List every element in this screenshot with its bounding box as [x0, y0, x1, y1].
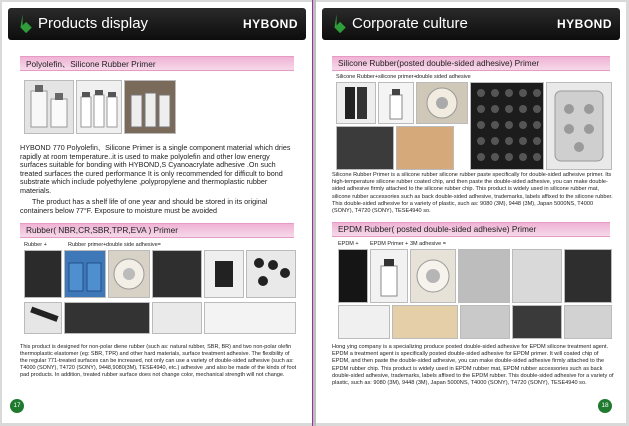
silicone-keypad-photo [546, 82, 612, 170]
bottle-image [125, 81, 175, 133]
epdm-parts-photo [512, 249, 562, 303]
black-parts-photo [246, 250, 296, 298]
page-header [8, 8, 306, 40]
epdm-colored-photo [392, 305, 458, 339]
rubber-parts-image [247, 251, 295, 297]
adhesive-roll-photo [416, 82, 468, 124]
dot-pads-photo [470, 82, 544, 170]
colored-pads-photo [396, 126, 454, 170]
silicone-rubber-photo [336, 82, 376, 124]
section-title-bar [20, 223, 294, 238]
3m-adhesive-photo [410, 249, 456, 303]
brand-logo: HYBOND [242, 17, 298, 31]
process-label: double sided adhesive [416, 74, 471, 80]
page-number: 17 [10, 399, 24, 413]
silicone-primer-photo [378, 82, 414, 124]
section-title: EPDM Rubber( posted double-sided adhesive) Primer [338, 224, 537, 234]
process-label: Rubber primer+ [68, 242, 107, 248]
process-label: Silicone Rubber+ [336, 74, 379, 80]
process-label: EPDM + [338, 241, 359, 247]
gaskets-photo [204, 302, 296, 334]
left-page [2, 2, 312, 423]
section-title-bar [332, 56, 610, 71]
section-title: Polyolefin、Silicone Rubber Primer [26, 59, 156, 69]
grommets-photo [152, 302, 202, 334]
bottle-image [77, 81, 121, 133]
section-title-bar [332, 222, 610, 237]
silicone-mat-photo [336, 126, 394, 170]
tape-roll-image [109, 251, 149, 297]
arrow-icon [14, 15, 34, 33]
section-title: Silicone Rubber(posted double-sided adhesive) Primer [338, 58, 540, 68]
epdm-gasket-photo [564, 249, 612, 303]
tape-roll-image [411, 250, 455, 302]
epdm-labels-photo [338, 305, 390, 339]
bottle-image [379, 83, 413, 123]
silicone-primer-description: Silicone Rubber Primer is a silicone rubber silicone rubber paste specifically for double-sided adhesive primer. Its high-temperature silicone rubber coated chip, and then paste the double-sided adhesive, you can make double-sided adhesive firmly attached to the silicone rubber chip. This product is widely used in silicone rubber mat, silicone rubber accessories such as back double-sided adhesive, trademarks, labels affixed to the silicone rubber. This double-sided adhesive for a variety of plastic, such as: 9080 (3M), 9448 (3M), Japan 5000NS, T4000 (SONY), T4720 (SONY), TESE4940 so. [332, 172, 613, 215]
process-label: 3M adhesive = [410, 241, 446, 247]
keypad-image [547, 83, 611, 169]
process-label: silicone primer+ [378, 74, 417, 80]
container-image [65, 251, 105, 297]
strip-image [25, 303, 61, 333]
rubber-primer-description: This product is designed for non-polar diene rubber (such as: natural rubber, SBR, BR) and two non-polar olefin thermoplastic elastomer (eg: SBR, TPR) and other hard materials, surface treatment adhesive. The flexibility of the regular 771-treated surfaces can be increased, not only can use a variety of double-sided adhesive (such as: T4000 (SONY), T4720 (SONY), 9448,9080(3M), TESE4940, etc.) adhesive ,and also be made of the kinds of foot pad products. In addition, treated rubber surface does not change color, mechanical strength will not change. [20, 344, 297, 378]
epdm-mat-photo [512, 305, 562, 339]
tape-roll-image [417, 83, 467, 123]
primer-container-photo [64, 250, 106, 298]
bottle-image [371, 250, 407, 302]
product-photo-2 [76, 80, 122, 134]
dots-photo [64, 302, 150, 334]
arrow-icon [328, 15, 348, 33]
page-header [322, 8, 620, 40]
strip-photo [24, 302, 62, 334]
section-title: Rubber( NBR,CR,SBR,TPR,EVA ) Primer [26, 225, 178, 235]
page-number: 18 [598, 399, 612, 413]
product-photo-3 [124, 80, 176, 134]
process-label: double side adhesive= [106, 242, 161, 248]
epdm-sheet-photo [338, 249, 368, 303]
epdm-pads-photo [458, 249, 510, 303]
pads-photo [152, 250, 202, 298]
process-label: EPDM Primer + [370, 241, 409, 247]
foot-pad-photo [204, 250, 244, 298]
header-title: Products display [38, 15, 149, 32]
foot-pad-image [205, 251, 243, 297]
product-description: HYBOND 770 Polyolefin、Silicone Primer is a single component material which dries rapidly at room temperature..it is used to make polyolefin and other low energy surfaces suitable for bonding with HYBOND,S Cyanoacrylate adhesive .On such treated surfaces the cured performance It is only recommended for difficult to bond substrate which include polyethylene ,polypropylene and thermoplastic rubber materials. [20, 143, 291, 195]
epdm-primer-description: Hong ying company is a specializing produce posted double-sided adhesive for EPDM silicone treatment agent. EPDM a treatment agent is specifically posted double-sided adhesive for EPDM primer. It will coated chip of EPDM, and then paste the double-sided adhesive, you can make double-sided adhesive firmly attached to the EPDM rubber chip. This product is widely used in EPDM rubber mat, EPDM rubber accessories such as back double-sided adhesive, trademarks, labels affixed to the EPDM rubber. This double-sided adhesive for a variety of plastic, such as: 9080 (3M), 9448 (3M), Japan 5000NS, T4000 (SONY), T4720 (SONY), TESE4940 so. [332, 344, 614, 387]
header-title: Corporate culture [352, 15, 468, 32]
brand-logo: HYBOND [556, 17, 612, 31]
bottle-image [25, 81, 73, 133]
adhesive-roll-photo [108, 250, 150, 298]
section-title-bar [20, 56, 294, 71]
process-label: Rubber + [24, 242, 47, 248]
product-photo-1 [24, 80, 74, 134]
dot-pads-image [471, 83, 543, 169]
epdm-strip-photo [460, 305, 510, 339]
right-page [316, 2, 626, 423]
silicone-sheet-image [337, 83, 375, 123]
epdm-pad-photo [564, 305, 612, 339]
storage-note: The product has a shelf life of one year and should be stored in its original containers below 77°F. Exposure to moisture must be avoided [20, 197, 268, 215]
epdm-primer-photo [370, 249, 408, 303]
rubber-sheet-photo [24, 250, 62, 298]
